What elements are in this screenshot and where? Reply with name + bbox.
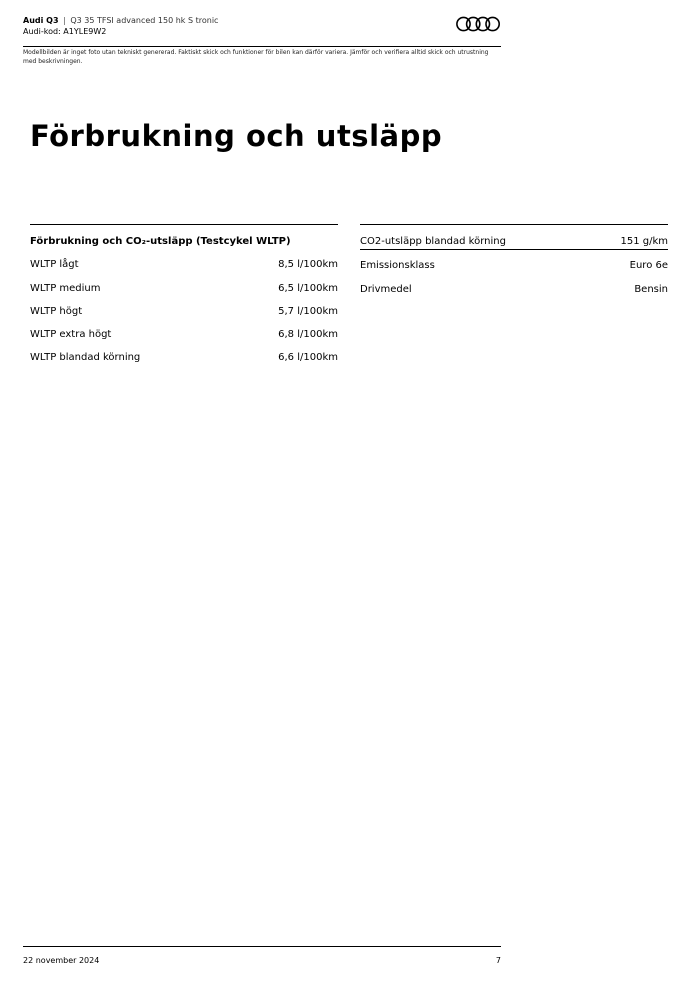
header-divider [23, 46, 501, 47]
row-value: 6,6 l/100km [278, 352, 338, 363]
table-row [30, 304, 338, 320]
consumption-heading: Förbrukning och CO₂-utsläpp (Testcykel WLTP) [30, 236, 291, 247]
row-value: 6,5 l/100km [278, 283, 338, 294]
row-label: CO2-utsläpp blandad körning [360, 236, 506, 247]
audi-rings-logo-icon [455, 15, 501, 33]
row-label: Drivmedel [360, 284, 412, 295]
table-row [30, 350, 338, 366]
table-row [360, 234, 668, 250]
row-label: WLTP extra högt [30, 329, 112, 340]
row-label: WLTP lågt [30, 259, 79, 270]
row-value: 8,5 l/100km [278, 259, 338, 270]
model-brand: Audi Q3 [23, 16, 59, 25]
row-value: 5,7 l/100km [278, 306, 338, 317]
row-label: WLTP medium [30, 283, 101, 294]
row-value: Euro 6e [629, 260, 668, 271]
row-value: Bensin [634, 284, 668, 295]
audi-code: Audi-kod: A1YLE9W2 [23, 27, 107, 36]
row-label: WLTP högt [30, 306, 83, 317]
model-variant: Q3 35 TFSI advanced 150 hk S tronic [70, 16, 219, 25]
table-row [30, 327, 338, 343]
table-row [30, 281, 338, 297]
table-row [30, 257, 338, 273]
footer-divider [23, 946, 501, 947]
model-line [23, 15, 218, 26]
row-label: Emissionsklass [360, 260, 435, 271]
consumption-top-divider [30, 224, 338, 225]
row-value: 6,8 l/100km [278, 329, 338, 340]
table-row [360, 258, 668, 274]
emissions-row-divider [360, 249, 668, 250]
model-separator: | [63, 16, 66, 25]
page-number: 7 [495, 956, 501, 965]
page-title: Förbrukning och utsläpp [30, 119, 443, 153]
row-label: WLTP blandad körning [30, 352, 141, 363]
disclaimer-text: Modellbilden är inget foto utan tekniskt genererad. Faktiskt skick och funktioner för bilen kan därför variera. Jämför och verifiera alltid skick och utrustning med beskrivningen. [23, 49, 489, 65]
row-value: 151 g/km [620, 236, 668, 247]
emissions-top-divider [360, 224, 668, 225]
table-row [360, 282, 668, 298]
footer-date: 22 november 2024 [23, 956, 100, 965]
